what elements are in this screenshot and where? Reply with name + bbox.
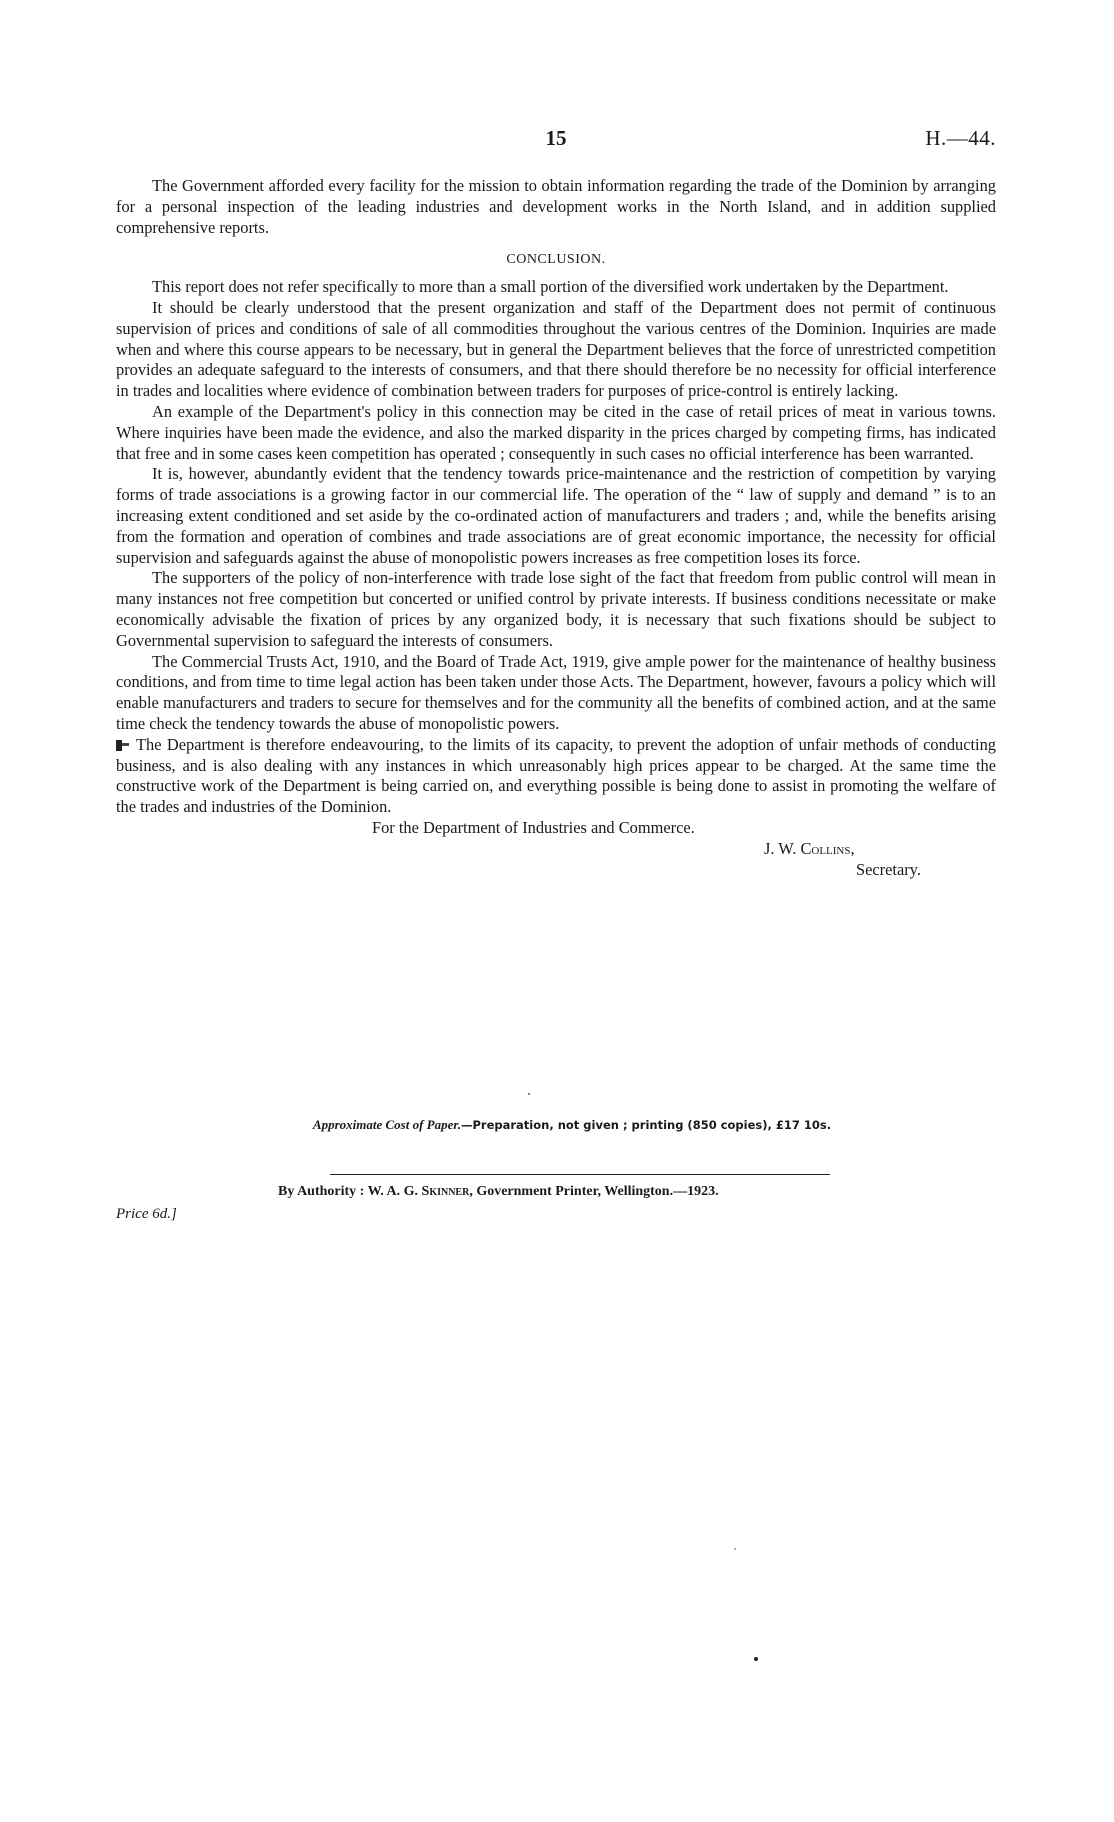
paragraph-6: The supporters of the policy of non-interference with trade lose sight of the fact that freedom from public control will mean in many instances not free competition but concerted or unified control by private interests. If business conditions necessitate or make economically advisable the fixation of prices by any organized body, it is necessary that such fixations should be subject to Governmental supervision to safeguard the interests of consumers. [116, 568, 996, 650]
scan-speck [528, 1093, 530, 1095]
printer-name: Skinner [421, 1184, 470, 1199]
scan-speck [754, 1657, 758, 1661]
printer-authority [278, 1184, 719, 1200]
price-note: Price 6d.] [116, 1206, 177, 1222]
paragraph-5: It is, however, abundantly evident that the tendency towards price-maintenance and the restriction of competition by varying forms of trade associations is a growing factor in our commercial life. The operation of the “ law of supply and demand ” is to an increasing extent conditioned and set aside by the co-ordinated action of manufacturers and traders ; and, while the benefits arising from the formation and operation of combines and trade associations are of great economic importance, the necessity for official supervision and safeguards against the abuse of monopolistic powers increases as free competition loses its force. [116, 464, 996, 567]
section-heading: CONCLUSION. [506, 252, 606, 268]
cost-note [0, 1117, 1114, 1133]
page-header [116, 126, 996, 156]
document-reference: H.—44. [925, 126, 996, 150]
body-text [116, 176, 996, 880]
paragraph-8-wrapper [116, 735, 996, 818]
pointing-hand-icon [116, 738, 130, 752]
paragraph-2: This report does not refer specifically to more than a small portion of the diversified work undertaken by the Department. [152, 277, 949, 297]
paragraph-1: The Government afforded every facility for the mission to obtain information regarding the trade of the Dominion by arranging for a personal inspection of the leading industries and development works in the North Island, and in addition supplied comprehensive reports. [116, 176, 996, 237]
footer-rule [330, 1174, 830, 1175]
authority-suffix: , Government Printer, Wellington.—1923. [469, 1184, 719, 1199]
cost-text: —Preparation, not given ; printing (850 copies), £17 10s. [460, 1118, 832, 1132]
signature-department: For the Department of Industries and Commerce. [372, 817, 695, 837]
paragraph-7: The Commercial Trusts Act, 1910, and the Board of Trade Act, 1919, give ample power for the maintenance of healthy business conditions, and from time to time legal action has been taken under those Acts. The Department, however, favours a policy which will enable manufacturers and traders to secure for themselves and for the community all the benefits of combined action, and at the same time check the tendency towards the abuse of monopolistic powers. [116, 651, 996, 733]
paragraph-4: An example of the Department's policy in this connection may be cited in the case of retail prices of meat in various towns. Where inquiries have been made the evidence, and also the marked disparity in the prices charged by competing firms, has indicated that free and in some cases keen competition has operated ; consequently in such cases no official interference has been warranted. [116, 401, 996, 463]
paragraph-8: The Department is therefore endeavouring, to the limits of its capacity, to prevent the adoption of unfair methods of conducting business, and is also dealing with any instances in which unreasonably high prices appear to be charged. At the same time the constructive work of the Department is being carried on, and everything possible is being done to assist in promoting the welfare of the trades and industries of the Dominion. [116, 734, 996, 817]
authority-prefix: By Authority : W. A. G. [278, 1184, 422, 1199]
cost-label: Approximate Cost of Paper. [312, 1117, 461, 1132]
page-number: 15 [545, 126, 567, 150]
scan-speck [734, 1548, 736, 1550]
paragraph-3: It should be clearly understood that the present organization and staff of the Department does not permit of continuous supervision of prices and conditions of sale of all commodities throughout the various centres of the Dominion. Inquiries are made when and where this course appears to be necessary, but in general the Department believes that the force of unrestricted competition provides an adequate safeguard to the interests of consumers, and that there should therefore be no necessity for official interference in trades and localities where evidence of combination between traders for purposes of price-control is entirely lacking. [116, 297, 996, 401]
signature-title: Secretary. [856, 859, 921, 879]
signature-name: J. W. Collins, [764, 838, 855, 858]
